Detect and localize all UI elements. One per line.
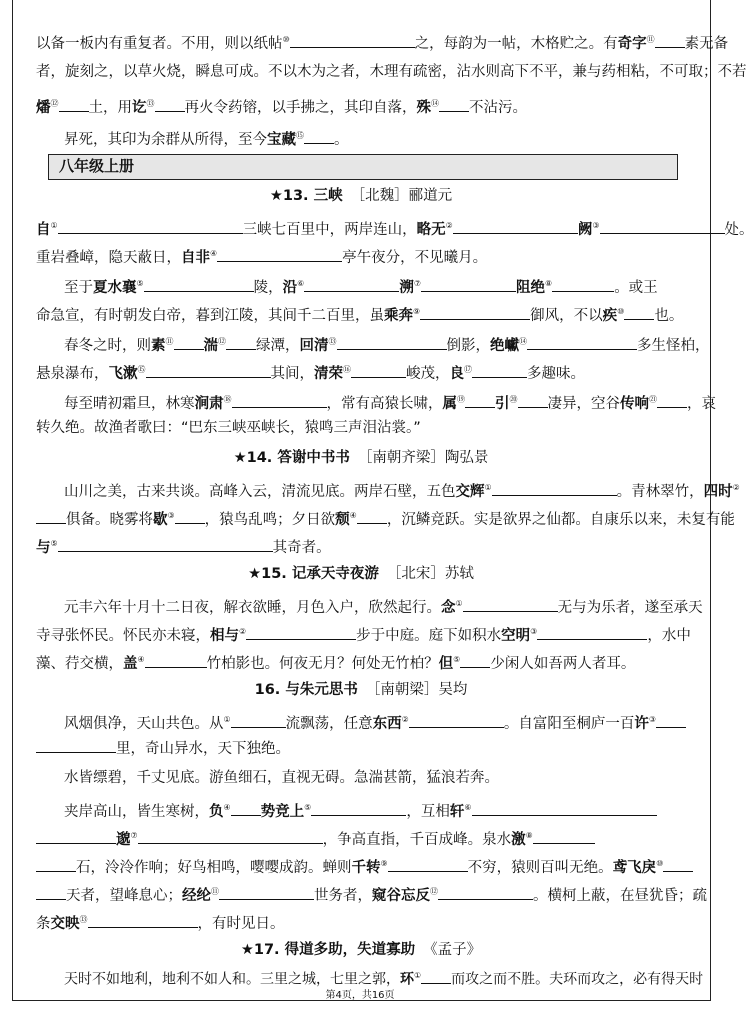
- answer-blank[interactable]: [174, 335, 204, 350]
- answer-blank[interactable]: [351, 363, 406, 378]
- text-line: 自① 三峡七百里中，两岸连山，略无② 阙③ 处。: [36, 216, 754, 240]
- text-line: 里，奇山异水，天下独绝。: [36, 738, 290, 759]
- answer-blank[interactable]: [290, 33, 415, 48]
- answer-blank[interactable]: [624, 305, 654, 320]
- answer-blank[interactable]: [246, 625, 356, 640]
- answer-blank[interactable]: [36, 857, 76, 872]
- answer-blank[interactable]: [357, 509, 387, 524]
- answer-blank[interactable]: [36, 885, 66, 900]
- answer-blank[interactable]: [145, 653, 207, 668]
- answer-blank[interactable]: [533, 829, 595, 844]
- text-line: 条交映⑬ ，有时见日。: [36, 910, 285, 934]
- text-line: 夹岸高山，皆生寒树，负④ 势竞上⑤ ，互相轩⑥: [36, 798, 657, 822]
- answer-blank[interactable]: [58, 219, 243, 234]
- answer-blank[interactable]: [138, 829, 323, 844]
- answer-blank[interactable]: [655, 33, 685, 48]
- text-line: 至于夏水襄⑤ 陵，沿⑥ 溯⑦ 阻绝⑧ 。或王: [36, 274, 658, 298]
- text-line: 与⑤ 其奇者。: [36, 534, 331, 558]
- text-line: 命急宣，有时朝发白帝，暮到江陵，其间千二百里，虽乘奔⑨ 御风，不以疾⑩ 也。: [36, 302, 683, 326]
- answer-blank[interactable]: [438, 885, 533, 900]
- text-line: 天者，望峰息心；经纶⑪ 世务者，窥谷忘反⑫ 。横柯上蔽，在昼犹昏；疏: [36, 882, 707, 906]
- answer-blank[interactable]: [36, 509, 66, 524]
- answer-blank[interactable]: [226, 335, 256, 350]
- answer-blank[interactable]: [36, 829, 116, 844]
- text-line: 春冬之时，则素⑪ 湍⑫ 绿潭，回清⑬ 倒影，绝巘⑭ 多生怪柏，: [36, 332, 710, 356]
- answer-blank[interactable]: [155, 97, 185, 112]
- lesson-title: ★15. 记承天寺夜游 ［北宋］苏轼: [248, 566, 474, 582]
- text-line: 燔⑫ 土，用讫⑬ 再火令药镕，以手拂之，其印自落，殊⑭ 不沾污。: [36, 94, 527, 118]
- page-number: 第4页，共16页: [325, 990, 395, 1001]
- text-line: 元丰六年十月十二日夜，解衣欲睡，月色入户，欣然起行。念① 无与为乐者，遂至承天: [36, 594, 703, 618]
- answer-blank[interactable]: [472, 363, 527, 378]
- answer-blank[interactable]: [527, 335, 637, 350]
- answer-blank[interactable]: [311, 801, 406, 816]
- text-line: 俱备。晓雾将歇③ ，猿鸟乱鸣；夕日欲颓④ ，沉鳞竞跃。实是欲界之仙都。自康乐以来，未复有能: [36, 506, 735, 530]
- answer-blank[interactable]: [217, 247, 342, 262]
- text-line: 风烟俱净，天山共色。从① 流飘荡，任意东西② 。自富阳至桐庐一百许③: [36, 710, 686, 734]
- answer-blank[interactable]: [656, 713, 686, 728]
- answer-blank[interactable]: [460, 653, 490, 668]
- answer-blank[interactable]: [219, 885, 314, 900]
- lesson-title: 16. 与朱元思书 ［南朝梁］吴均: [254, 682, 468, 698]
- lesson-title: ★14. 答谢中书书 ［南朝齐梁］陶弘景: [233, 450, 489, 466]
- answer-blank[interactable]: [537, 625, 647, 640]
- answer-blank[interactable]: [175, 509, 205, 524]
- answer-blank[interactable]: [439, 97, 469, 112]
- answer-blank[interactable]: [465, 393, 495, 408]
- answer-blank[interactable]: [463, 597, 558, 612]
- answer-blank[interactable]: [231, 801, 261, 816]
- answer-blank[interactable]: [388, 857, 468, 872]
- text-line: 天时不如地利，地利不如人和。三里之城，七里之郭，环① 而攻之而不胜。夫环而攻之，必有得天时: [36, 966, 703, 990]
- text-line: 以备一板内有重复者。不用，则以纸帖⑩ 之，每韵为一帖，木格贮之。有奇字⑪ 素无备: [36, 30, 728, 54]
- answer-blank[interactable]: [518, 393, 548, 408]
- answer-blank[interactable]: [304, 277, 399, 292]
- text-line: 每至晴初霜旦，林寒涧肃⑱ ，常有高猿长啸，属⑲ 引⑳ 凄异，空谷传响$^㉑$ ，哀: [36, 390, 716, 414]
- answer-blank[interactable]: [472, 801, 657, 816]
- answer-blank[interactable]: [337, 335, 447, 350]
- lesson-title: ★13. 三峡 ［北魏］郦道元: [269, 188, 453, 204]
- answer-blank[interactable]: [657, 393, 687, 408]
- answer-blank[interactable]: [146, 363, 271, 378]
- answer-blank[interactable]: [453, 219, 578, 234]
- text-line: 山川之美，古来共谈。高峰入云，清流见底。两岸石壁，五色交辉① 。青林翠竹，四时②: [36, 478, 740, 502]
- text-line: 者，旋刻之，以草火烧，瞬息可成。不以木为之者，木理有疏密，沾水则高下不平，兼与药相粘，不可取；不若: [36, 64, 747, 80]
- answer-blank[interactable]: [600, 219, 725, 234]
- answer-blank[interactable]: [552, 277, 614, 292]
- text-line: 石，泠泠作响；好鸟相鸣，嘤嘤成韵。蝉则千转⑨ 不穷，猿则百叫无绝。鸢飞戾⑩: [36, 854, 693, 878]
- text-line: 寺寻张怀民。怀民亦未寝，相与② 步于中庭。庭下如积水空明③ ，水中: [36, 622, 691, 646]
- answer-blank[interactable]: [663, 857, 693, 872]
- answer-blank[interactable]: [304, 129, 334, 144]
- text-line: 重岩叠嶂，隐天蔽日，自非④ 亭午夜分，不见曦月。: [36, 244, 487, 268]
- answer-blank[interactable]: [59, 97, 89, 112]
- answer-blank[interactable]: [36, 738, 116, 753]
- answer-blank[interactable]: [144, 277, 254, 292]
- text-line: 水皆缥碧，千丈见底。游鱼细石，直视无碍。急湍甚箭，猛浪若奔。: [64, 770, 499, 786]
- lesson-title: ★17. 得道多助，失道寡助 《孟子》: [240, 942, 482, 958]
- grade-section-header: 八年级上册: [48, 154, 678, 180]
- text-line: 悬泉瀑布，飞漱⑮ 其间，清荣⑯ 峻茂，良⑰ 多趣味。: [36, 360, 585, 384]
- answer-blank[interactable]: [88, 913, 198, 928]
- answer-blank[interactable]: [232, 393, 327, 408]
- answer-blank[interactable]: [231, 713, 286, 728]
- answer-blank[interactable]: [420, 305, 530, 320]
- answer-blank[interactable]: [58, 537, 273, 552]
- answer-blank[interactable]: [409, 713, 504, 728]
- answer-blank[interactable]: [492, 481, 617, 496]
- text-line: 藻、荇交横，盖④ 竹柏影也。何夜无月？何处无竹柏？但⑤ 少闲人如吾两人者耳。: [36, 650, 635, 674]
- text-line: 昇死，其印为余群从所得，至今宝藏⑮ 。: [36, 126, 349, 150]
- answer-blank[interactable]: [421, 969, 451, 984]
- answer-blank[interactable]: [421, 277, 516, 292]
- text-line: 邈⑦ ，争高直指，千百成峰。泉水激⑧: [36, 826, 595, 850]
- text-line: 转久绝。故渔者歌曰：“巴东三峡巫峡长，猿鸣三声泪沾裳。”: [36, 420, 421, 436]
